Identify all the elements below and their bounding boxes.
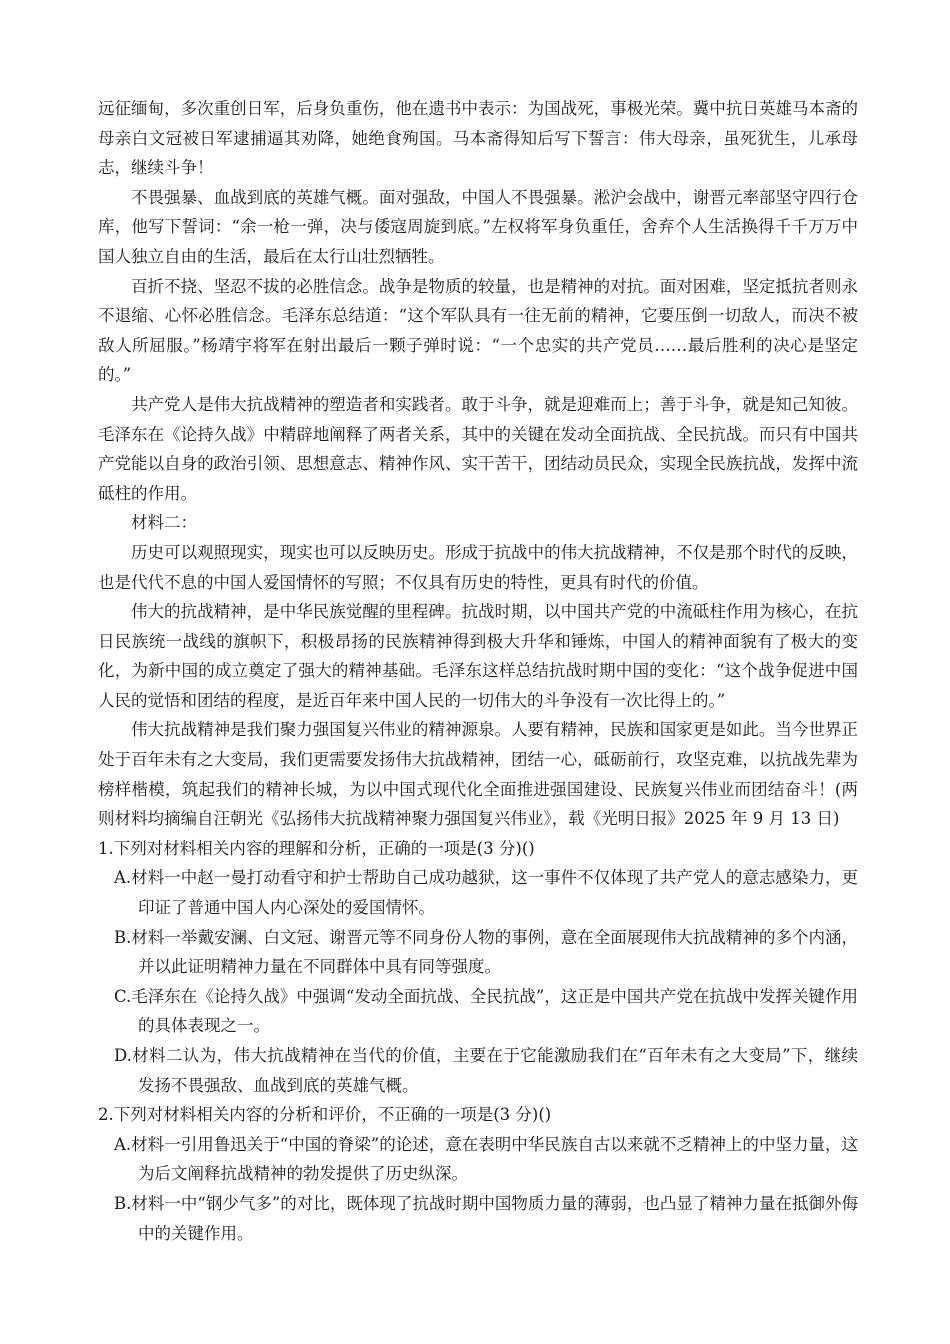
document-page — [98, 94, 858, 1248]
question-option: B.材料一中“钢少气多”的对比，既体现了抗战时期中国物质力量的薄弱，也凸显了精神力量在抵御外侮中的关键作用。 — [114, 1193, 858, 1243]
paragraph: 不畏强暴、血战到底的英雄气概。面对强敌，中国人不畏强暴。淞沪会战中，谢晋元率部坚守四行仓库，他写下誓词：“余一枪一弹，决与倭寇周旋到底。”左权将军身负重任，舍弃个人生活换得千千万万中国人独立自由的生活，最后在太行山壮烈牺牲。 — [98, 187, 858, 266]
section-label: 材料二： — [131, 513, 197, 533]
question-option: A.材料一中赵一曼打动看守和护士帮助自己成功越狱，这一事件不仅体现了共产党人的意志感染力，更印证了普通中国人内心深处的爱国情怀。 — [114, 868, 858, 918]
paragraph: 伟大抗战精神是我们聚力强国复兴伟业的精神源泉。人要有精神，民族和国家更是如此。当今世界正处于百年未有之大变局，我们更需要发扬伟大抗战精神，团结一心，砥砺前行，攻坚克难，以抗战先辈为榜样楷模，筑起我们的精神长城，为以中国式现代化全面推进强国建设、民族复兴伟业而团结奋斗！(两则材料均摘编自汪朝光《弘扬伟大抗战精神聚力强国复兴伟业》，载《光明日报》2025 年 9 月 13 日) — [98, 720, 858, 829]
paragraph: 共产党人是伟大抗战精神的塑造者和实践者。敢于斗争，就是迎难而上；善于斗争，就是知己知彼。毛泽东在《论持久战》中精辟地阐释了两者关系，其中的关键在发动全面抗战、全民抗战。而只有中国共产党能以自身的政治引领、思想意志、精神作风、实干苦干，团结动员民众，实现全民族抗战，发挥中流砥柱的作用。 — [98, 394, 858, 503]
question-option: B.材料一举戴安澜、白文冠、谢晋元等不同身份人物的事例，意在全面展现伟大抗战精神的多个内涵，并以此证明精神力量在不同群体中具有同等强度。 — [114, 927, 858, 977]
question-stem: 2.下列对材料相关内容的分析和评价，不正确的一项是(3 分)() — [98, 1105, 552, 1125]
paragraph: 百折不挠、坚忍不拔的必胜信念。战争是物质的较量，也是精神的对抗。面对困难，坚定抵抗者则永不退缩、心怀必胜信念。毛泽东总结道：“这个军队具有一往无前的精神，它要压倒一切敌人，而决不被敌人所屈服。”杨靖宇将军在射出最后一颗子弹时说：“一个忠实的共产党员……最后胜利的决心是坚定的。” — [98, 276, 858, 385]
question-option: C.毛泽东在《论持久战》中强调“发动全面抗战、全民抗战”，这正是中国共产党在抗战中发挥关键作用的具体表现之一。 — [114, 986, 858, 1036]
question-option: A.材料一引用鲁迅关于“中国的脊梁”的论述，意在表明中华民族自古以来就不乏精神上的中坚力量，这为后文阐释抗战精神的勃发提供了历史纵深。 — [114, 1134, 858, 1184]
question-option: D.材料二认为，伟大抗战精神在当代的价值，主要在于它能激励我们在“百年未有之大变局”下，继续发扬不畏强敌、血战到底的英雄气概。 — [114, 1046, 858, 1095]
paragraph: 远征缅甸，多次重创日军，后身负重伤，他在遗书中表示：为国战死，事极光荣。冀中抗日英雄马本斋的母亲白文冠被日军逮捕逼其劝降，她绝食殉国。马本斋得知后写下誓言：伟大母亲，虽死犹生，儿承母志，继续斗争！ — [98, 99, 858, 178]
paragraph: 历史可以观照现实，现实也可以反映历史。形成于抗战中的伟大抗战精神，不仅是那个时代的反映，也是代代不息的中国人爱国情怀的写照；不仅具有历史的特性，更具有时代的价值。 — [98, 542, 858, 592]
paragraph: 伟大的抗战精神，是中华民族觉醒的里程碑。抗战时期，以中国共产党的中流砥柱作用为核心，在抗日民族统一战线的旗帜下，积极昂扬的民族精神得到极大升华和锤炼，中国人的精神面貌有了极大的变化，为新中国的成立奠定了强大的精神基础。毛泽东这样总结抗战时期中国的变化：“这个战争促进中国人民的觉悟和团结的程度，是近百年来中国人民的一切伟大的斗争没有一次比得上的。” — [98, 602, 858, 710]
question-stem: 1.下列对材料相关内容的理解和分析，正确的一项是(3 分)() — [98, 838, 535, 858]
